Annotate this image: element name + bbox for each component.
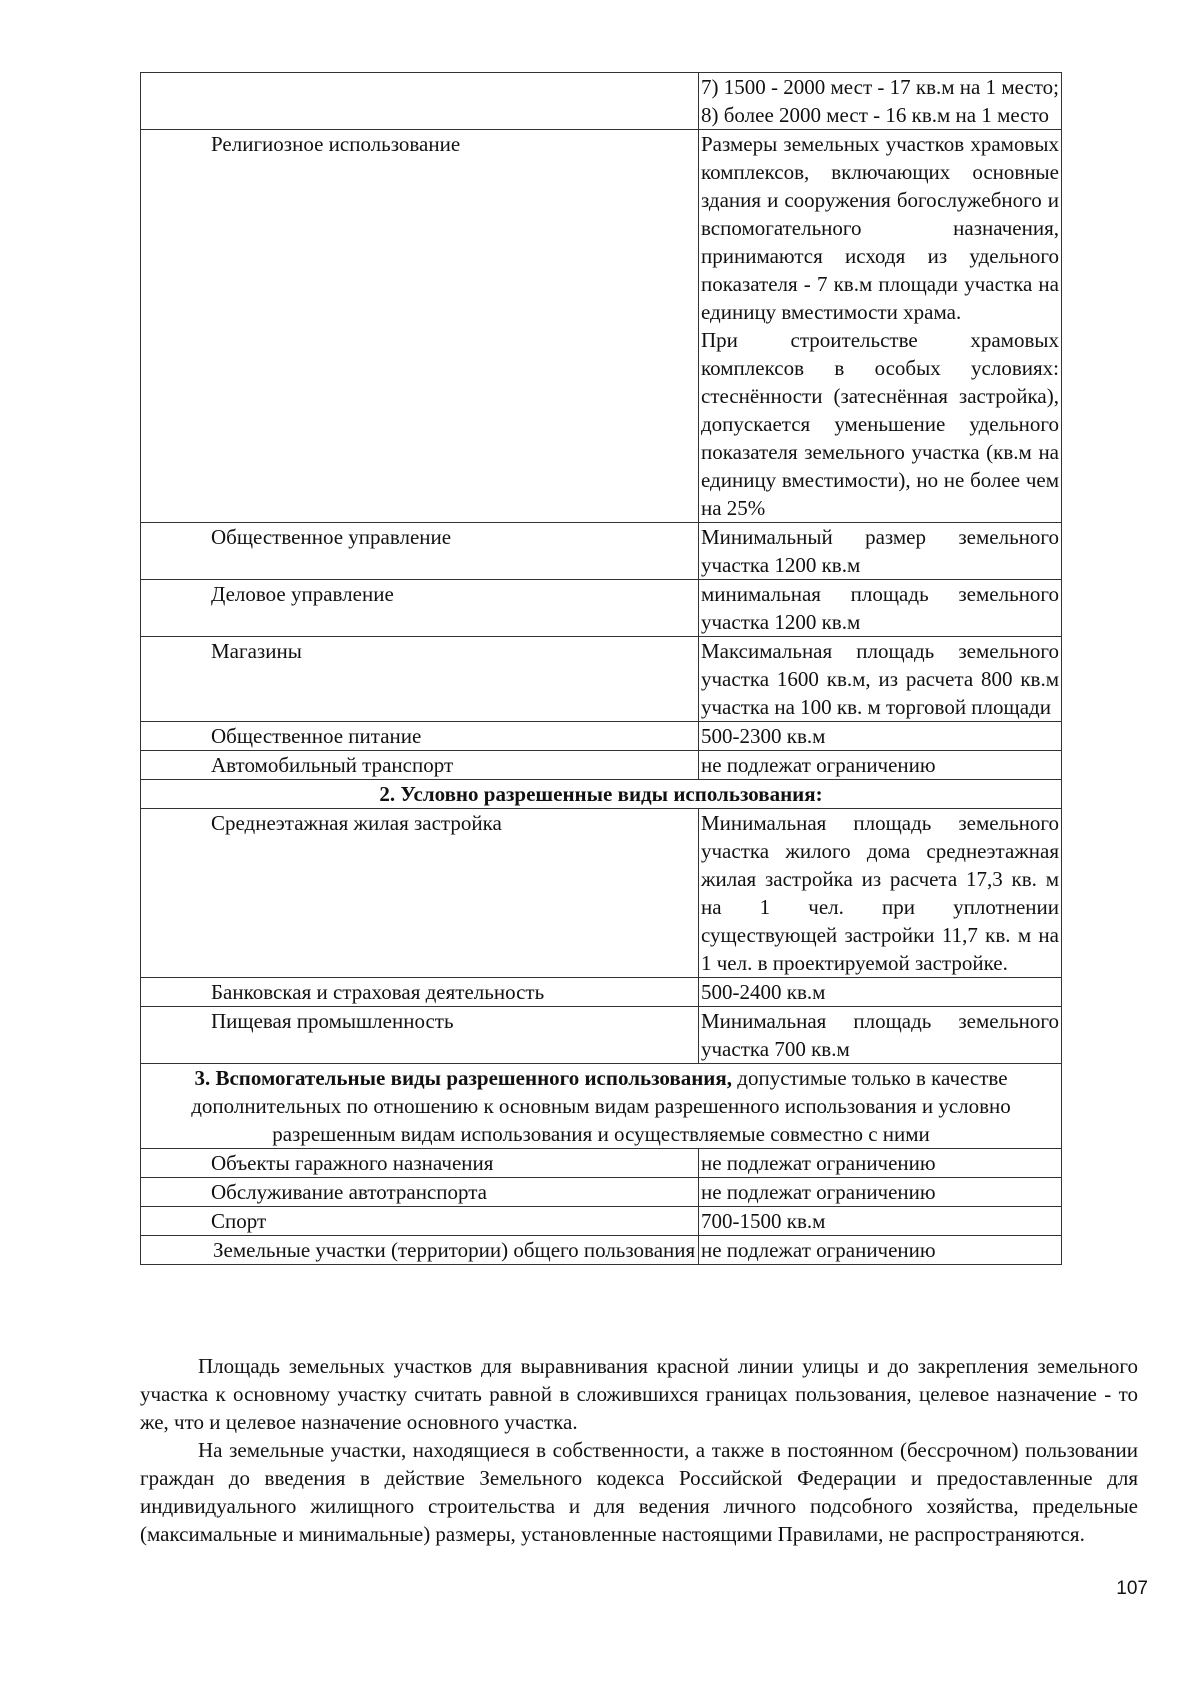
table-cell-value	[699, 130, 1062, 523]
table-cell-name: Среднеэтажная жилая застройка	[141, 809, 699, 978]
section-header-row	[141, 1064, 1062, 1149]
table-cell-name: Общественное управление	[141, 523, 699, 580]
table-row	[141, 580, 1062, 637]
table-row	[141, 73, 1062, 130]
table-cell-value: не подлежат ограничению	[699, 1149, 1062, 1178]
table-cell-name: Общественное питание	[141, 722, 699, 751]
table-cell-name: Магазины	[141, 637, 699, 722]
table-row	[141, 978, 1062, 1007]
table-cell-name: Религиозное использование	[141, 130, 699, 523]
cell-paragraph: При строительстве храмовых комплексов в особых условиях: стеснённости (затеснённая застройка), допускается уменьшение удельного показателя земельного участка (кв.м на единицу вместимости), но не более чем на 25%	[701, 328, 1059, 520]
table-cell-value: не подлежат ограничению	[699, 1236, 1062, 1265]
table-row	[141, 523, 1062, 580]
table-cell-name: Автомобильный транспорт	[141, 751, 699, 780]
table-cell-name: Обслуживание автотранспорта	[141, 1178, 699, 1207]
section-header-row	[141, 780, 1062, 809]
table-row	[141, 637, 1062, 722]
table-cell-value: 500-2400 кв.м	[699, 978, 1062, 1007]
table-cell-value: не подлежат ограничению	[699, 751, 1062, 780]
table-row	[141, 1149, 1062, 1178]
table-cell-name: Деловое управление	[141, 580, 699, 637]
body-paragraph: На земельные участки, находящиеся в собственности, а также в постоянном (бессрочном) пользовании граждан до введения в действие Земельного кодекса Российской Федерации и предоставленные для индивидуального жилищного строительства и для ведения личного подсобного хозяйства, предельные (максимальные и минимальные) размеры, установленные настоящими Правилами, не распространяются.	[140, 1438, 1138, 1546]
section-heading-auxiliary	[141, 1064, 1062, 1149]
table-cell-name: Спорт	[141, 1207, 699, 1236]
section-heading-bold: 3. Вспомогательные виды разрешенного использования,	[194, 1066, 733, 1090]
section-heading-rest: допустимые только в качестве дополнительных по отношению к основным видам разрешенного использования и условно разрешенным видам использования и осуществляемые совместно с ними	[191, 1066, 1011, 1146]
table-row	[141, 1207, 1062, 1236]
body-paragraph: Площадь земельных участков для выравнивания красной линии улицы и до закрепления земельного участка к основному участку считать равной в сложившихся границах пользования, целевое назначение - то же, что и целевое назначение основного участка.	[140, 1354, 1138, 1434]
cell-paragraph: Размеры земельных участков храмовых комплексов, включающих основные здания и сооружения богослужебного и вспомогательного назначения, принимаются исходя из удельного показателя - 7 кв.м площади участка на единицу вместимости храма.	[701, 132, 1059, 324]
table-row	[141, 751, 1062, 780]
land-use-table	[140, 72, 1062, 1265]
table-cell-name: Объекты гаражного назначения	[141, 1149, 699, 1178]
table-cell-value: не подлежат ограничению	[699, 1178, 1062, 1207]
table-cell-value	[699, 73, 1062, 130]
table-cell-value: 700-1500 кв.м	[699, 1207, 1062, 1236]
table-cell-value: Минимальная площадь земельного участка жилого дома среднеэтажная жилая застройка из расчета 17,3 кв. м на 1 чел. при уплотнении существующей застройки 11,7 кв. м на 1 чел. в проектируемой застройке.	[699, 809, 1062, 978]
list-item: 8) более 2000 мест - 16 кв.м на 1 место	[701, 103, 1049, 127]
table-row	[141, 1178, 1062, 1207]
table-cell-name	[141, 73, 699, 130]
table-row	[141, 1236, 1062, 1265]
section-heading-conditional: 2. Условно разрешенные виды использования:	[141, 780, 1062, 809]
table-row	[141, 130, 1062, 523]
table-cell-value: Минимальный размер земельного участка 1200 кв.м	[699, 523, 1062, 580]
page-number: 107	[1116, 1578, 1148, 1599]
table-cell-value: Минимальная площадь земельного участка 700 кв.м	[699, 1007, 1062, 1064]
table-row	[141, 1007, 1062, 1064]
list-item: 7) 1500 - 2000 мест - 17 кв.м на 1 место;	[701, 75, 1060, 99]
table-cell-name: Земельные участки (территории) общего пользования	[141, 1236, 699, 1265]
table-cell-name: Пищевая промышленность	[141, 1007, 699, 1064]
table-row	[141, 722, 1062, 751]
table-cell-value: Максимальная площадь земельного участка 1600 кв.м, из расчета 800 кв.м участка на 100 кв. м торговой площади	[699, 637, 1062, 722]
table-row	[141, 809, 1062, 978]
table-cell-value: минимальная площадь земельного участка 1200 кв.м	[699, 580, 1062, 637]
table-cell-name: Банковская и страховая деятельность	[141, 978, 699, 1007]
table-cell-value: 500-2300 кв.м	[699, 722, 1062, 751]
